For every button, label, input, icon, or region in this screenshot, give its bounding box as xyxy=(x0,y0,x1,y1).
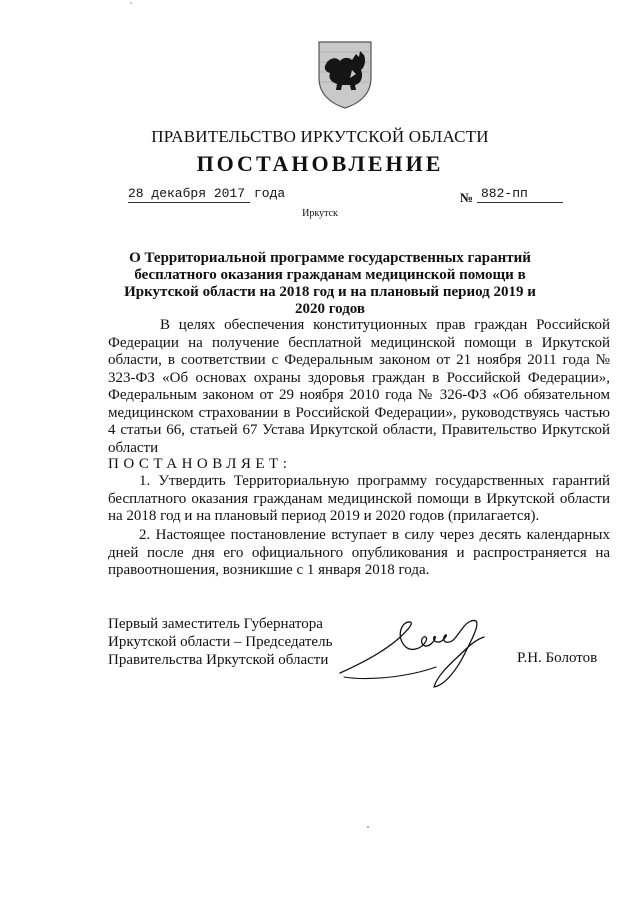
city-label: Иркутск xyxy=(302,208,338,219)
coat-of-arms-icon xyxy=(316,40,374,110)
position-line-3: Правительства Иркутской области xyxy=(108,652,329,668)
date-underline xyxy=(128,202,250,203)
resolve-word: ПОСТАНОВЛЯЕТ: xyxy=(108,456,292,472)
document-number: 882-пп xyxy=(481,186,528,201)
scan-dot xyxy=(367,826,369,828)
signer-name: Р.Н. Болотов xyxy=(517,650,598,666)
year-word: года xyxy=(254,186,286,201)
government-name: ПРАВИТЕЛЬСТВО ИРКУТСКОЙ ОБЛАСТИ xyxy=(151,127,489,146)
preamble-paragraph: В целях обеспечения конституционных прав граждан Российской Федерации на получение бесплатной медицинской помощи в Иркутской области, в соответствии с Федеральным законом от 21 ноября 2011 года № 323-ФЗ «Об основах охраны здоровья граждан в Российской Федерации», Федеральным законом от 29 ноября 2010 года № 326-ФЗ «Об обязательном медицинском страховании в Российской Федерации», руководствуясь частью 4 статьи 66, статьей 67 Устава Иркутской области, Правительство Иркутской области xyxy=(108,317,610,456)
position-line-1: Первый заместитель Губернатора xyxy=(108,616,323,632)
signatory-position xyxy=(108,615,332,669)
number-underline xyxy=(477,202,563,203)
resolution-item-1: 1. Утвердить Территориальную программу государственных гарантий бесплатного оказания гражданам медицинской помощи в Иркутской области на 2018 год и на плановый период 2019 и 2020 годов (прилагается). xyxy=(108,473,610,524)
position-line-2: Иркутской области – Председатель xyxy=(108,634,333,650)
handwritten-signature-icon xyxy=(338,615,498,695)
document-type: ПОСТАНОВЛЕНИЕ xyxy=(196,151,444,176)
scan-dot xyxy=(130,2,132,4)
resolution-item-2: 2. Настоящее постановление вступает в силу через десять календарных дней после дня его официального опубликования и распространяется на правоотношения, возникшие с 1 января 2018 года. xyxy=(108,527,610,578)
document-title: О Территориальной программе государственных гарантий бесплатного оказания гражданам медицинской помощи в Иркутской области на 2018 год и на плановый период 2019 и 2020 годов xyxy=(124,250,536,317)
document-date: 28 декабря 2017 xyxy=(128,186,246,201)
number-sign: № xyxy=(460,190,474,205)
